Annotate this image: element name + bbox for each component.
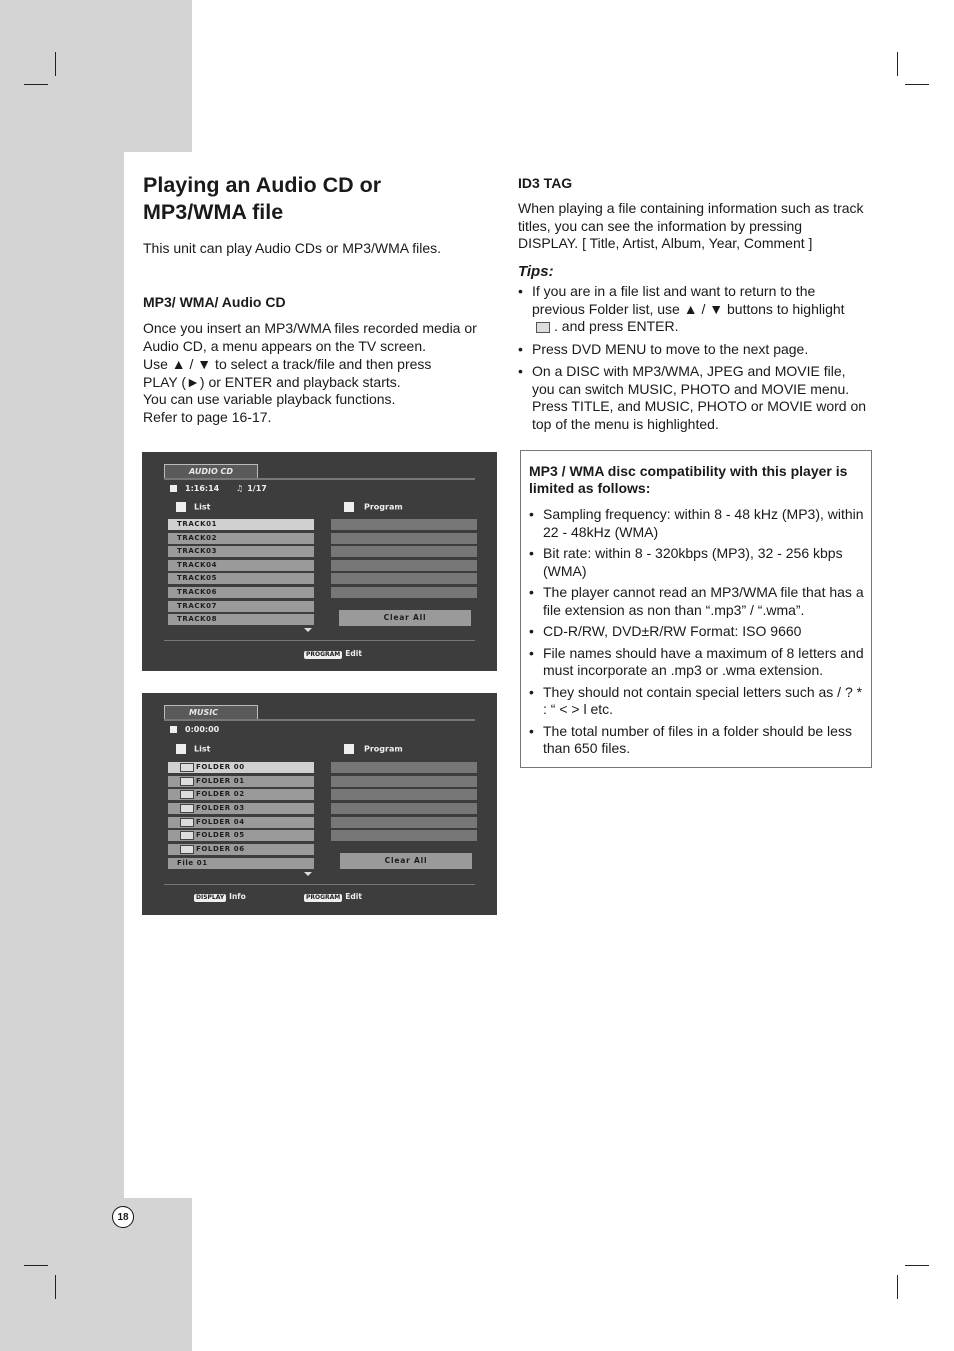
page-number: 18 [112, 1206, 134, 1228]
list-item[interactable]: File 01 [168, 858, 314, 869]
crop-mark [905, 84, 929, 85]
menu-tab-music: MUSIC [164, 705, 258, 719]
list-item[interactable]: TRACK03 [168, 546, 314, 557]
list-header: List [176, 502, 210, 512]
display-key: DISPLAY [196, 894, 225, 901]
intro-text: This unit can play Audio CDs or MP3/WMA files. [143, 240, 441, 256]
divider [164, 719, 475, 721]
menu-tab-audio-cd: AUDIO CD [164, 464, 258, 478]
program-key: PROGRAM [306, 651, 341, 658]
compat-item: • Sampling frequency: within 8 - 48 kHz (MP3), within 22 - 48kHz (WMA) [529, 506, 867, 541]
program-slot [331, 830, 477, 841]
track-count: 1/17 [247, 484, 267, 493]
list-item[interactable]: TRACK01 [168, 519, 314, 530]
checkbox-icon [344, 502, 354, 512]
list-item[interactable]: TRACK05 [168, 573, 314, 584]
edit-hint: PROGRAM Edit [306, 649, 362, 658]
id3-text: When playing a file containing information such as track titles, you can see the information by pressing DISPLAY. [ Title, Artist, Album, Year, Comment ] [518, 200, 864, 251]
compatibility-heading: MP3 / WMA disc compatibility with this player is limited as follows: [529, 463, 848, 496]
audio-cd-menu-screenshot [142, 452, 497, 671]
program-key: PROGRAM [306, 894, 341, 901]
program-slot [331, 817, 477, 828]
crop-mark [24, 1265, 48, 1266]
program-slot [331, 776, 477, 787]
program-slot [331, 546, 477, 557]
list-item[interactable]: TRACK04 [168, 560, 314, 571]
left-margin-band-top [0, 0, 192, 152]
compat-item: • Bit rate: within 8 - 320kbps (MP3), 32 - 256 kbps (WMA) [529, 545, 867, 580]
list-item[interactable]: FOLDER 01 [168, 776, 314, 787]
crop-mark [905, 1265, 929, 1266]
page-title: Playing an Audio CD or MP3/WMA file [143, 173, 382, 224]
section-body [143, 320, 503, 426]
compat-item: • File names should have a maximum of 8 letters and must incorporate an .mp3 or .wma extension. [529, 645, 867, 680]
list-icon [176, 744, 186, 754]
tip-item: • Press DVD MENU to move to the next page. [518, 341, 868, 359]
info-hint: DISPLAY Info [196, 892, 246, 901]
tip-item: • On a DISC with MP3/WMA, JPEG and MOVIE file, you can switch MUSIC, PHOTO and MOVIE menu. Press TITLE, and MUSIC, PHOTO or MOVIE word on top of the menu is highlighted. [518, 363, 868, 433]
scroll-down-arrow-icon [304, 872, 312, 876]
body-line: Use ▲ / ▼ to select a track/file and then press [143, 356, 432, 372]
program-slot [331, 519, 477, 530]
playback-info [170, 484, 267, 493]
time-readout: 0:00:00 [185, 725, 220, 734]
crop-mark [897, 52, 898, 76]
crop-mark [24, 84, 48, 85]
folder-up-icon [536, 322, 550, 333]
folder-icon [180, 831, 194, 840]
time-readout: 1:16:14 [185, 484, 220, 493]
folder-icon [180, 790, 194, 799]
scroll-down-arrow-icon [304, 628, 312, 632]
compat-item: • CD-R/RW, DVD±R/RW Format: ISO 9660 [529, 623, 867, 641]
program-header: Program [344, 744, 403, 754]
stop-icon [170, 485, 177, 492]
list-item[interactable]: FOLDER 03 [168, 803, 314, 814]
list-header: List [176, 744, 210, 754]
program-slot [331, 573, 477, 584]
body-line: Once you insert an MP3/WMA files recorded media or [143, 320, 477, 336]
music-menu-screenshot [142, 693, 497, 915]
left-margin-band-middle [0, 152, 124, 1198]
list-item[interactable]: TRACK07 [168, 601, 314, 612]
compatibility-list [529, 506, 867, 762]
tips-list [518, 283, 868, 438]
crop-mark [55, 52, 56, 76]
stop-icon [170, 726, 177, 733]
divider [164, 478, 475, 480]
folder-icon [180, 845, 194, 854]
program-slot [331, 560, 477, 571]
tips-title: Tips: [518, 263, 554, 280]
compat-item: • The player cannot read an MP3/WMA file that has a file extension as non than “.mp3” / “.wma”. [529, 584, 867, 619]
checkbox-icon [344, 744, 354, 754]
clear-all-button[interactable]: Clear All [339, 610, 471, 626]
compatibility-box [520, 450, 872, 768]
list-icon [176, 502, 186, 512]
program-slot [331, 587, 477, 598]
list-item[interactable]: FOLDER 02 [168, 789, 314, 800]
list-item[interactable]: FOLDER 06 [168, 844, 314, 855]
compat-item: • The total number of files in a folder should be less than 650 files. [529, 723, 867, 758]
list-item[interactable]: FOLDER 04 [168, 817, 314, 828]
program-slot [331, 533, 477, 544]
id3-heading: ID3 TAG [518, 175, 573, 191]
music-note-icon: ♫ [236, 484, 244, 493]
program-header: Program [344, 502, 403, 512]
compat-item: • They should not contain special letters such as / ? * : “ < > l etc. [529, 684, 867, 719]
body-line: PLAY (►) or ENTER and playback starts. [143, 373, 401, 390]
tip-item: • If you are in a file list and want to return to the previous Folder list, use ▲ / ▼ buttons to highlight . and press ENTER. [518, 283, 868, 336]
list-item[interactable]: FOLDER 00 [168, 762, 314, 773]
program-slot [331, 762, 477, 773]
left-margin-band-bottom [0, 1198, 192, 1351]
divider [164, 640, 475, 641]
list-item[interactable]: FOLDER 05 [168, 830, 314, 841]
playback-info [170, 725, 219, 734]
folder-icon [180, 818, 194, 827]
list-item[interactable]: TRACK08 [168, 614, 314, 625]
crop-mark [897, 1275, 898, 1299]
folder-icon [180, 777, 194, 786]
body-line: You can use variable playback functions. [143, 391, 396, 407]
edit-hint: PROGRAM Edit [306, 892, 362, 901]
body-line: Refer to page 16-17. [143, 408, 272, 425]
program-slot [331, 789, 477, 800]
divider [164, 884, 475, 885]
body-line: Audio CD, a menu appears on the TV screen. [143, 337, 427, 354]
list-item[interactable]: TRACK06 [168, 587, 314, 598]
clear-all-button[interactable]: Clear All [340, 853, 472, 869]
folder-icon [180, 804, 194, 813]
crop-mark [55, 1275, 56, 1299]
folder-icon [180, 763, 194, 772]
list-item[interactable]: TRACK02 [168, 533, 314, 544]
section-heading-mp3: MP3/ WMA/ Audio CD [143, 294, 286, 310]
program-slot [331, 803, 477, 814]
